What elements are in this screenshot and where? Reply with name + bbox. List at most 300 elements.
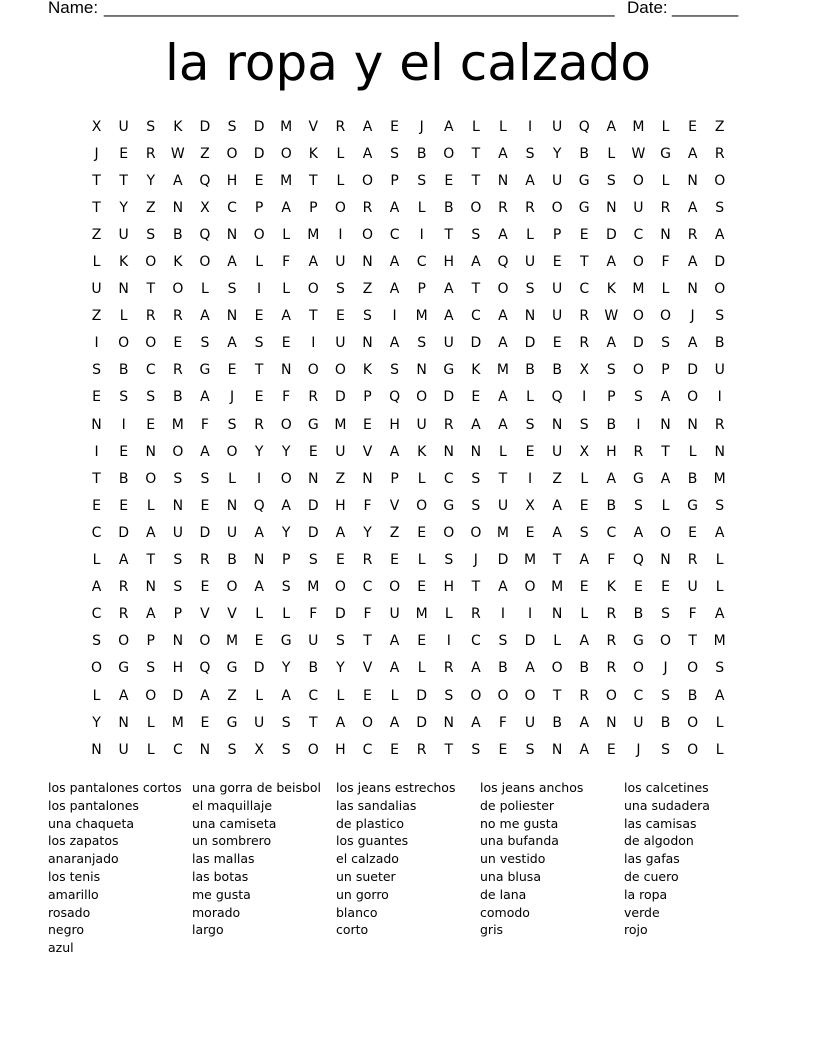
grid-letter[interactable]: F — [661, 254, 670, 271]
grid-letter[interactable]: S — [146, 226, 156, 243]
grid-letter[interactable]: E — [579, 579, 589, 596]
name-field[interactable]: ______________________________________________________ — [104, 0, 615, 17]
grid-letter[interactable]: B — [227, 552, 237, 569]
grid-letter[interactable]: S — [227, 741, 237, 758]
grid-letter[interactable]: X — [525, 497, 535, 514]
grid-letter[interactable]: I — [500, 606, 506, 623]
grid-letter[interactable]: R — [335, 118, 346, 135]
grid-letter[interactable]: T — [498, 470, 508, 487]
grid-letter[interactable]: S — [200, 470, 210, 487]
grid-letter[interactable]: U — [552, 308, 563, 325]
grid-letter[interactable]: A — [200, 389, 210, 406]
grid-letter[interactable]: A — [389, 660, 400, 677]
grid-letter[interactable]: R — [118, 579, 129, 596]
grid-letter[interactable]: O — [524, 579, 536, 596]
grid-letter[interactable]: R — [362, 199, 373, 216]
grid-letter[interactable]: D — [199, 524, 211, 541]
grid-letter[interactable]: O — [714, 281, 726, 298]
grid-letter[interactable]: U — [253, 714, 265, 731]
grid-letter[interactable]: B — [660, 714, 671, 731]
grid-letter[interactable]: L — [92, 254, 101, 271]
grid-letter[interactable]: A — [498, 579, 508, 596]
grid-letter[interactable]: D — [416, 687, 428, 704]
grid-letter[interactable]: C — [172, 741, 183, 758]
grid-letter[interactable]: Z — [552, 470, 562, 487]
grid-letter[interactable]: L — [92, 687, 101, 704]
grid-letter[interactable]: L — [228, 470, 236, 487]
grid-letter[interactable]: S — [173, 552, 183, 569]
grid-letter[interactable]: U — [91, 281, 102, 298]
grid-letter[interactable]: Q — [199, 172, 211, 189]
grid-letter[interactable]: C — [389, 226, 400, 243]
grid-letter[interactable]: L — [661, 118, 670, 135]
grid-letter[interactable]: O — [361, 714, 373, 731]
grid-letter[interactable]: A — [498, 226, 508, 243]
grid-letter[interactable]: X — [254, 741, 264, 758]
grid-letter[interactable]: A — [687, 335, 698, 352]
grid-letter[interactable]: O — [605, 687, 617, 704]
grid-letter[interactable]: N — [226, 497, 238, 514]
grid-letter[interactable]: E — [254, 389, 264, 406]
grid-letter[interactable]: F — [200, 416, 209, 433]
grid-letter[interactable]: A — [471, 254, 481, 271]
grid-letter[interactable]: D — [307, 497, 319, 514]
grid-letter[interactable]: G — [632, 633, 644, 650]
grid-letter[interactable]: W — [604, 308, 619, 325]
grid-letter[interactable]: L — [336, 687, 345, 704]
grid-letter[interactable]: W — [170, 145, 185, 162]
grid-letter[interactable]: A — [498, 416, 508, 433]
grid-letter[interactable]: C — [470, 633, 481, 650]
grid-letter[interactable]: A — [498, 145, 508, 162]
grid-letter[interactable]: L — [417, 470, 426, 487]
grid-letter[interactable]: A — [579, 633, 590, 650]
grid-letter[interactable]: A — [389, 714, 400, 731]
grid-letter[interactable]: A — [606, 335, 617, 352]
grid-letter[interactable]: Q — [389, 389, 401, 406]
grid-letter[interactable]: E — [417, 524, 427, 541]
grid-letter[interactable]: M — [415, 606, 428, 623]
grid-letter[interactable]: S — [715, 308, 725, 325]
grid-letter[interactable]: X — [91, 118, 102, 135]
grid-letter[interactable]: A — [362, 118, 373, 135]
grid-letter[interactable]: E — [200, 714, 210, 731]
grid-letter[interactable]: E — [661, 579, 670, 596]
grid-letter[interactable]: D — [335, 606, 346, 623]
grid-letter[interactable]: C — [606, 524, 617, 541]
grid-letter[interactable]: O — [687, 660, 699, 677]
grid-letter[interactable]: O — [199, 254, 211, 271]
grid-letter[interactable]: T — [92, 172, 101, 189]
grid-letter[interactable]: D — [253, 660, 265, 677]
grid-letter[interactable]: O — [714, 172, 726, 189]
grid-letter[interactable]: N — [91, 741, 102, 758]
grid-letter[interactable]: C — [91, 524, 102, 541]
grid-letter[interactable]: S — [173, 470, 183, 487]
grid-letter[interactable]: U — [524, 254, 536, 271]
grid-letter[interactable]: S — [146, 660, 156, 677]
grid-letter[interactable]: E — [200, 497, 210, 514]
grid-letter[interactable]: R — [633, 443, 644, 460]
grid-letter[interactable]: R — [687, 226, 698, 243]
grid-letter[interactable]: D — [470, 335, 482, 352]
grid-letter[interactable]: L — [282, 226, 291, 243]
grid-letter[interactable]: A — [200, 308, 210, 325]
grid-letter[interactable]: N — [280, 362, 292, 379]
grid-letter[interactable]: N — [118, 714, 129, 731]
grid-letter[interactable]: S — [525, 281, 535, 298]
grid-letter[interactable]: V — [362, 660, 373, 677]
grid-letter[interactable]: R — [579, 308, 590, 325]
grid-letter[interactable]: L — [661, 281, 670, 298]
grid-letter[interactable]: L — [255, 606, 264, 623]
grid-letter[interactable]: Z — [91, 308, 102, 325]
grid-letter[interactable]: N — [172, 199, 184, 216]
grid-letter[interactable]: I — [121, 416, 126, 433]
grid-letter[interactable]: L — [444, 606, 453, 623]
grid-letter[interactable]: L — [580, 606, 589, 623]
grid-letter[interactable]: Z — [714, 118, 725, 135]
grid-letter[interactable]: E — [444, 172, 454, 189]
grid-letter[interactable]: A — [335, 524, 346, 541]
grid-letter[interactable]: S — [390, 145, 400, 162]
grid-letter[interactable]: M — [307, 579, 320, 596]
grid-letter[interactable]: S — [444, 552, 454, 569]
grid-letter[interactable]: A — [389, 335, 400, 352]
grid-letter[interactable]: O — [118, 633, 130, 650]
grid-letter[interactable]: E — [363, 687, 372, 704]
grid-letter[interactable]: Y — [92, 714, 101, 731]
grid-letter[interactable]: C — [416, 254, 427, 271]
grid-letter[interactable]: A — [552, 497, 562, 514]
grid-letter[interactable]: S — [390, 362, 400, 379]
grid-letter[interactable]: B — [633, 606, 644, 623]
grid-letter[interactable]: R — [714, 416, 725, 433]
grid-letter[interactable]: S — [661, 335, 670, 352]
grid-letter[interactable]: A — [389, 199, 400, 216]
grid-letter[interactable]: Y — [281, 443, 291, 460]
grid-letter[interactable]: B — [579, 660, 590, 677]
grid-letter[interactable]: L — [499, 443, 507, 460]
grid-letter[interactable]: E — [308, 443, 318, 460]
grid-letter[interactable]: L — [553, 633, 562, 650]
grid-letter[interactable]: A — [200, 687, 210, 704]
grid-letter[interactable]: A — [254, 579, 264, 596]
grid-letter[interactable]: L — [390, 687, 399, 704]
grid-letter[interactable]: T — [471, 579, 481, 596]
grid-letter[interactable]: T — [552, 552, 562, 569]
grid-letter[interactable]: L — [661, 497, 670, 514]
grid-letter[interactable]: A — [227, 254, 237, 271]
grid-letter[interactable]: Z — [335, 470, 346, 487]
grid-letter[interactable]: L — [146, 497, 155, 514]
grid-letter[interactable]: I — [311, 335, 316, 352]
grid-letter[interactable]: R — [362, 552, 373, 569]
grid-letter[interactable]: A — [633, 524, 644, 541]
grid-letter[interactable]: L — [255, 687, 264, 704]
grid-letter[interactable]: S — [606, 362, 616, 379]
grid-letter[interactable]: A — [498, 335, 508, 352]
grid-letter[interactable]: I — [94, 443, 99, 460]
grid-letter[interactable]: F — [607, 552, 616, 569]
grid-letter[interactable]: L — [92, 552, 101, 569]
grid-letter[interactable]: E — [390, 552, 399, 569]
grid-letter[interactable]: O — [632, 254, 644, 271]
grid-letter[interactable]: B — [579, 145, 590, 162]
grid-letter[interactable]: P — [254, 199, 264, 216]
grid-letter[interactable]: O — [334, 579, 346, 596]
grid-letter[interactable]: B — [606, 497, 617, 514]
grid-letter[interactable]: T — [444, 226, 454, 243]
grid-letter[interactable]: M — [524, 552, 537, 569]
grid-letter[interactable]: T — [661, 443, 670, 460]
grid-letter[interactable]: O — [226, 145, 238, 162]
grid-letter[interactable]: O — [361, 226, 373, 243]
grid-letter[interactable]: S — [119, 389, 129, 406]
grid-letter[interactable]: M — [280, 172, 293, 189]
grid-letter[interactable]: C — [91, 606, 102, 623]
grid-letter[interactable]: Z — [91, 226, 102, 243]
grid-letter[interactable]: N — [551, 741, 563, 758]
grid-letter[interactable]: Q — [497, 254, 509, 271]
grid-letter[interactable]: J — [663, 660, 668, 677]
grid-letter[interactable]: S — [281, 741, 291, 758]
grid-letter[interactable]: N — [308, 470, 319, 487]
grid-letter[interactable]: I — [392, 308, 397, 325]
grid-letter[interactable]: G — [660, 145, 671, 162]
grid-letter[interactable]: P — [552, 226, 562, 243]
grid-letter[interactable]: A — [471, 660, 481, 677]
grid-letter[interactable]: M — [632, 118, 645, 135]
grid-letter[interactable]: T — [579, 254, 589, 271]
grid-letter[interactable]: A — [389, 254, 400, 271]
grid-letter[interactable]: F — [688, 606, 697, 623]
grid-letter[interactable]: F — [282, 389, 291, 406]
grid-letter[interactable]: Z — [227, 687, 237, 704]
grid-letter[interactable]: S — [417, 335, 427, 352]
grid-letter[interactable]: N — [362, 470, 373, 487]
grid-letter[interactable]: B — [552, 362, 562, 379]
grid-letter[interactable]: A — [281, 199, 291, 216]
grid-letter[interactable]: M — [415, 308, 428, 325]
grid-letter[interactable]: E — [254, 172, 264, 189]
grid-letter[interactable]: S — [471, 497, 481, 514]
grid-letter[interactable]: O — [660, 308, 672, 325]
grid-letter[interactable]: Q — [199, 660, 211, 677]
grid-letter[interactable]: E — [390, 741, 399, 758]
grid-letter[interactable]: L — [471, 118, 480, 135]
grid-letter[interactable]: J — [473, 552, 478, 569]
grid-letter[interactable]: N — [118, 281, 129, 298]
grid-letter[interactable]: S — [146, 118, 156, 135]
grid-letter[interactable]: U — [308, 633, 319, 650]
grid-letter[interactable]: H — [443, 254, 455, 271]
grid-letter[interactable]: A — [525, 660, 535, 677]
grid-letter[interactable]: Z — [200, 145, 210, 162]
grid-letter[interactable]: L — [146, 714, 155, 731]
grid-letter[interactable]: U — [497, 497, 509, 514]
grid-letter[interactable]: E — [688, 524, 698, 541]
grid-letter[interactable]: A — [687, 254, 698, 271]
grid-letter[interactable]: A — [389, 633, 400, 650]
grid-letter[interactable]: A — [525, 172, 535, 189]
grid-letter[interactable]: K — [606, 281, 616, 298]
grid-letter[interactable]: O — [443, 145, 455, 162]
grid-letter[interactable]: R — [579, 335, 590, 352]
grid-letter[interactable]: E — [525, 443, 535, 460]
grid-letter[interactable]: E — [552, 254, 562, 271]
grid-letter[interactable]: J — [94, 145, 99, 162]
grid-letter[interactable]: U — [389, 606, 400, 623]
grid-letter[interactable]: R — [498, 199, 508, 216]
grid-letter[interactable]: N — [172, 633, 184, 650]
grid-letter[interactable]: N — [91, 416, 102, 433]
grid-letter[interactable]: Y — [119, 199, 128, 216]
grid-letter[interactable]: A — [200, 443, 210, 460]
grid-letter[interactable]: P — [417, 281, 426, 298]
grid-letter[interactable]: R — [714, 145, 725, 162]
grid-letter[interactable]: P — [390, 172, 399, 189]
grid-letter[interactable]: E — [390, 118, 399, 135]
grid-letter[interactable]: B — [173, 226, 183, 243]
grid-letter[interactable]: U — [687, 579, 698, 596]
grid-letter[interactable]: A — [145, 524, 156, 541]
grid-letter[interactable]: L — [417, 660, 426, 677]
grid-letter[interactable]: N — [145, 579, 156, 596]
grid-letter[interactable]: A — [254, 524, 264, 541]
grid-letter[interactable]: F — [282, 254, 291, 271]
grid-letter[interactable]: A — [579, 714, 590, 731]
grid-letter[interactable]: E — [227, 362, 237, 379]
grid-letter[interactable]: S — [525, 145, 535, 162]
grid-letter[interactable]: S — [525, 416, 535, 433]
grid-letter[interactable]: H — [389, 416, 400, 433]
grid-letter[interactable]: L — [201, 281, 209, 298]
grid-letter[interactable]: T — [254, 362, 264, 379]
grid-letter[interactable]: F — [309, 606, 318, 623]
grid-letter[interactable]: S — [227, 281, 237, 298]
grid-letter[interactable]: N — [145, 443, 156, 460]
grid-letter[interactable]: O — [687, 741, 699, 758]
grid-letter[interactable]: F — [363, 497, 372, 514]
grid-letter[interactable]: G — [443, 497, 455, 514]
grid-letter[interactable]: M — [171, 714, 184, 731]
grid-letter[interactable]: N — [443, 714, 454, 731]
grid-letter[interactable]: E — [119, 443, 129, 460]
grid-letter[interactable]: R — [579, 687, 590, 704]
grid-letter[interactable]: L — [417, 199, 426, 216]
grid-letter[interactable]: Y — [281, 524, 291, 541]
grid-letter[interactable]: I — [582, 389, 587, 406]
grid-letter[interactable]: U — [416, 416, 427, 433]
grid-letter[interactable]: D — [443, 389, 455, 406]
grid-letter[interactable]: O — [145, 470, 157, 487]
grid-letter[interactable]: P — [661, 362, 670, 379]
grid-letter[interactable]: H — [335, 741, 346, 758]
grid-letter[interactable]: L — [661, 172, 670, 189]
grid-letter[interactable]: A — [443, 281, 454, 298]
grid-letter[interactable]: A — [498, 308, 508, 325]
grid-letter[interactable]: S — [200, 335, 210, 352]
grid-letter[interactable]: O — [524, 687, 536, 704]
grid-letter[interactable]: O — [145, 254, 157, 271]
grid-letter[interactable]: S — [335, 633, 345, 650]
grid-letter[interactable]: B — [118, 362, 129, 379]
grid-letter[interactable]: S — [633, 389, 643, 406]
grid-letter[interactable]: K — [173, 118, 183, 135]
grid-letter[interactable]: K — [471, 362, 481, 379]
grid-letter[interactable]: L — [715, 552, 724, 569]
grid-letter[interactable]: E — [417, 633, 427, 650]
grid-letter[interactable]: P — [390, 470, 399, 487]
grid-letter[interactable]: J — [636, 741, 641, 758]
grid-letter[interactable]: P — [607, 389, 616, 406]
grid-letter[interactable]: D — [253, 145, 265, 162]
grid-letter[interactable]: U — [714, 362, 725, 379]
grid-letter[interactable]: N — [470, 443, 482, 460]
grid-letter[interactable]: Q — [578, 118, 590, 135]
grid-letter[interactable]: U — [633, 714, 644, 731]
grid-letter[interactable]: I — [257, 470, 262, 487]
grid-letter[interactable]: T — [146, 552, 156, 569]
grid-letter[interactable]: U — [633, 199, 644, 216]
grid-letter[interactable]: L — [119, 308, 128, 325]
grid-letter[interactable]: A — [552, 524, 562, 541]
grid-letter[interactable]: M — [496, 524, 509, 541]
grid-letter[interactable]: O — [416, 389, 428, 406]
grid-letter[interactable]: E — [579, 226, 589, 243]
grid-letter[interactable]: V — [362, 443, 373, 460]
grid-letter[interactable]: D — [524, 335, 536, 352]
grid-letter[interactable]: B — [687, 470, 698, 487]
grid-letter[interactable]: M — [713, 470, 726, 487]
grid-letter[interactable]: V — [227, 606, 237, 623]
grid-letter[interactable]: U — [443, 335, 454, 352]
grid-letter[interactable]: S — [525, 741, 535, 758]
grid-letter[interactable]: O — [416, 497, 428, 514]
grid-letter[interactable]: S — [335, 281, 345, 298]
grid-letter[interactable]: A — [362, 145, 373, 162]
grid-letter[interactable]: L — [146, 741, 155, 758]
grid-letter[interactable]: O — [307, 281, 319, 298]
grid-letter[interactable]: A — [687, 145, 698, 162]
grid-letter[interactable]: I — [94, 335, 99, 352]
grid-letter[interactable]: Q — [253, 497, 265, 514]
grid-letter[interactable]: S — [281, 579, 291, 596]
grid-letter[interactable]: B — [173, 389, 183, 406]
grid-letter[interactable]: E — [146, 416, 156, 433]
grid-letter[interactable]: T — [471, 172, 481, 189]
grid-letter[interactable]: S — [92, 633, 101, 650]
grid-letter[interactable]: W — [631, 145, 646, 162]
grid-letter[interactable]: D — [714, 254, 726, 271]
grid-letter[interactable]: R — [606, 633, 617, 650]
grid-letter[interactable]: O — [632, 308, 644, 325]
grid-letter[interactable]: A — [660, 470, 671, 487]
grid-letter[interactable]: Q — [632, 552, 644, 569]
grid-letter[interactable]: E — [173, 335, 183, 352]
grid-letter[interactable]: C — [470, 308, 481, 325]
grid-letter[interactable]: J — [229, 389, 235, 406]
grid-letter[interactable]: G — [199, 362, 211, 379]
grid-letter[interactable]: L — [715, 579, 724, 596]
grid-letter[interactable]: L — [282, 281, 291, 298]
grid-letter[interactable]: L — [526, 389, 534, 406]
grid-letter[interactable]: N — [226, 308, 238, 325]
grid-letter[interactable]: F — [363, 606, 372, 623]
grid-letter[interactable]: R — [687, 552, 698, 569]
grid-letter[interactable]: L — [282, 606, 291, 623]
